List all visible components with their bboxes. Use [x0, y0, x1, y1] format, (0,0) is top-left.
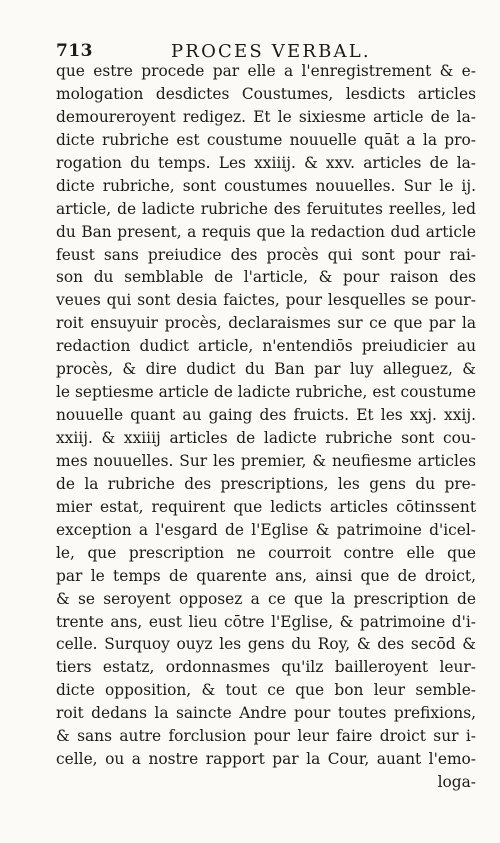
text-line: mologation desdictes Coustumes, lesdicts articles — [56, 84, 476, 103]
body-text — [56, 60, 476, 794]
text-line: rogation du temps. Les xxiiij. & xxv. articles de la- — [56, 153, 476, 172]
text-line: feust sans preiudice des procès qui sont pour rai- — [56, 245, 476, 264]
text-line: & sans autre forclusion pour leur faire droict sur i- — [56, 727, 476, 746]
text-line: exception a l'esgard de l'Eglise & patrimoine d'icel- — [56, 520, 476, 539]
text-line: de la rubriche des prescriptions, les gens du pre- — [56, 474, 476, 493]
text-line: par le temps de quarente ans, ainsi que de droict, — [56, 566, 476, 585]
text-line: celle. Surquoy ouyz les gens du Roy, & des secōd & — [56, 635, 476, 654]
text-line: xxiij. & xxiiij articles de ladicte rubriche sont cou- — [56, 429, 476, 447]
text-line: roit ensuyuir procès, declaraismes sur ce que par la — [56, 314, 476, 333]
text-line: & se seroyent opposez a ce que la prescription de — [56, 589, 476, 608]
text-line: dicte opposition, & tout ce que bon leur semble- — [56, 681, 476, 700]
text-line: dicte rubriche est coustume nouuelle quāt a la pro- — [56, 130, 476, 149]
text-line: roit dedans la saincte Andre pour toutes prefixions, — [56, 704, 476, 723]
text-line: le septiesme article de ladicte rubriche, est coustume — [56, 383, 476, 402]
text-line: procès, & dire dudict du Ban par luy alleguez, & — [56, 360, 476, 379]
catchword: loga- — [437, 773, 476, 792]
text-line: mier estat, requirent que ledicts articles cōtinssent — [56, 497, 476, 516]
text-line: article, de ladicte rubriche des feruitutes reelles, led — [56, 199, 476, 218]
text-line: veues qui sont desia faictes, pour lesquelles se pour- — [56, 291, 476, 310]
text-line: dicte rubriche, sont coustumes nouuelles. Sur le ij. — [56, 176, 476, 195]
text-line: celle, ou a nostre rapport par la Cour, auant l'emo- — [56, 750, 476, 769]
text-line: que estre procede par elle a l'enregistrement & e- — [56, 62, 476, 80]
text-line: demoureroyent redigez. Et le sixiesme article de la- — [56, 107, 476, 126]
running-title: PROCES VERBAL. — [171, 41, 371, 62]
text-line: trente ans, eust lieu cōtre l'Eglise, & patrimoine d'i- — [56, 612, 476, 631]
text-line: du Ban present, a requis que la redaction dud article — [56, 222, 476, 241]
text-line: mes nouuelles. Sur les premier, & neufiesme articles — [56, 451, 476, 470]
page-number: 713 — [56, 41, 93, 61]
text-line: le, que prescription ne courroit contre elle que — [56, 543, 476, 562]
text-line: nouuelle quant au gaing des fruicts. Et les xxj. xxij. — [56, 406, 476, 425]
text-line: redaction dudict article, n'entendiōs preiudicier au — [56, 337, 476, 356]
text-line: tiers estatz, ordonnasmes qu'ilz bailleroyent leur- — [56, 658, 476, 677]
text-line: son du semblable de l'article, & pour raison des — [56, 268, 476, 287]
